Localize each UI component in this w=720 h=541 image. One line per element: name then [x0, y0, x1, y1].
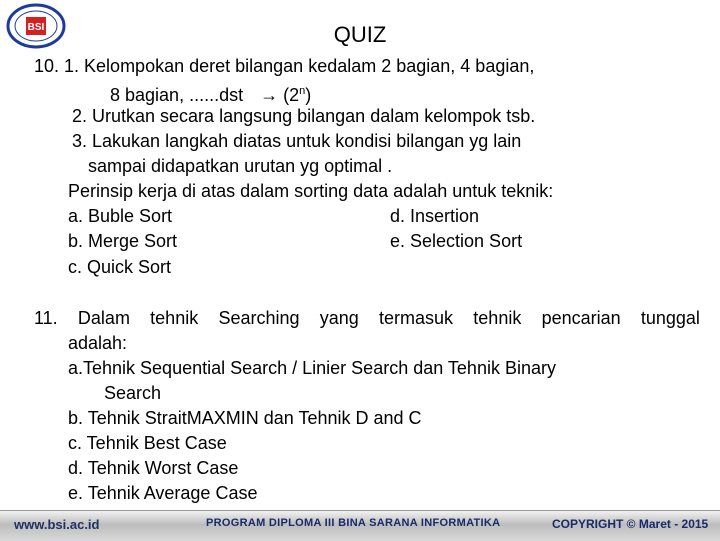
- q10-line-5: sampai didapatkan urutan yg optimal .: [88, 156, 393, 176]
- q10-line-1: 10. 1. Kelompokan deret bilangan kedalam 2 bagian, 4 bagian,: [34, 56, 535, 76]
- q11-line-2: adalah:: [68, 333, 128, 353]
- q11-option-c: c. Tehnik Best Case: [68, 433, 227, 453]
- q10-line-6: Perinsip kerja di atas dalam sorting data adalah untuk teknik:: [68, 181, 554, 201]
- q10-option-b: b. Merge Sort: [68, 231, 178, 251]
- q11-line-1: 11. Dalam tehnik Searching yang termasuk tehnik pencarian tunggal: [34, 308, 700, 328]
- footer-copyright: COPYRIGHT © Maret - 2015: [552, 517, 709, 531]
- q11-option-a-line-2: Search: [104, 383, 162, 403]
- q11-option-a-line-1: a.Tehnik Sequential Search / Linier Search dan Tehnik Binary: [68, 358, 556, 378]
- quiz-title: QUIZ: [333, 22, 387, 47]
- svg-text:BSI: BSI: [27, 22, 45, 33]
- footer-bar: [0, 510, 720, 541]
- footer-program: PROGRAM DIPLOMA III BINA SARANA INFORMATIKA: [206, 517, 501, 529]
- q10-option-a: a. Buble Sort: [68, 206, 173, 226]
- q10-option-d: d. Insertion: [390, 206, 480, 226]
- arrow-right-icon: →: [260, 85, 279, 105]
- footer-url[interactable]: www.bsi.ac.id: [14, 517, 100, 532]
- q11-option-b: b. Tehnik StraitMAXMIN dan Tehnik D and C: [68, 408, 422, 428]
- q10-line-3: 2. Urutkan secara langsung bilangan dalam kelompok tsb.: [72, 106, 536, 126]
- q10-option-c: c. Quick Sort: [68, 257, 172, 277]
- q10-line-4: 3. Lakukan langkah diatas untuk kondisi bilangan yg lain: [72, 131, 522, 151]
- q10-line-2: 8 bagian, ......dst → (2$^n$): [110, 85, 312, 105]
- q10-option-e: e. Selection Sort: [390, 231, 523, 251]
- q11-option-e: e. Tehnik Average Case: [68, 483, 258, 503]
- q11-option-d: d. Tehnik Worst Case: [68, 458, 239, 478]
